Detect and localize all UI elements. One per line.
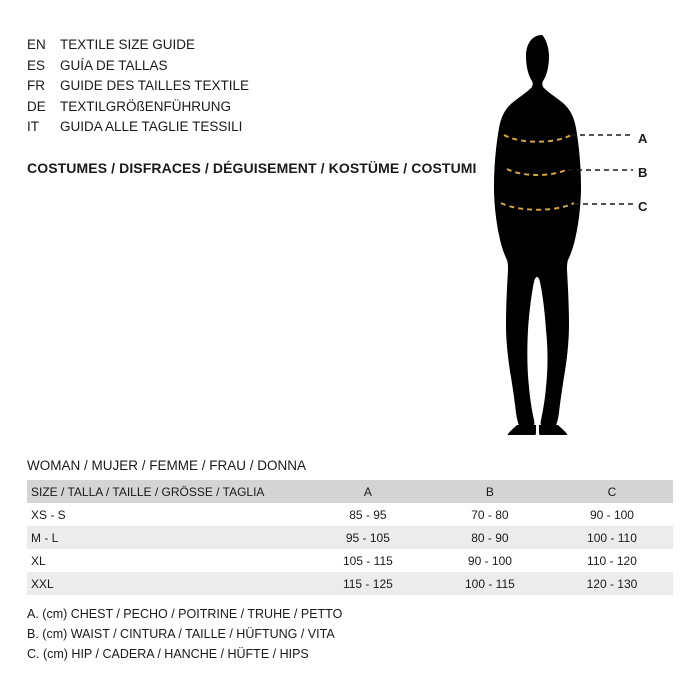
language-label: TEXTILE SIZE GUIDE xyxy=(60,37,196,52)
language-label: TEXTILGRÖßENFÜHRUNG xyxy=(60,98,232,114)
header-size: SIZE / TALLA / TAILLE / GRÖSSE / TAGLIA xyxy=(31,484,265,499)
cell-size: XS - S xyxy=(31,507,66,522)
cell-waist: 100 - 115 xyxy=(465,576,515,591)
language-row xyxy=(27,97,447,118)
language-row xyxy=(27,56,447,77)
language-row xyxy=(27,35,447,56)
language-code: EN xyxy=(27,37,46,52)
table-row xyxy=(27,549,673,572)
size-table-head xyxy=(27,480,673,503)
body-figure xyxy=(470,25,680,435)
cell-chest: 105 - 115 xyxy=(342,553,393,568)
measure-label-a: A xyxy=(638,131,648,146)
size-table-body xyxy=(27,503,673,595)
cell-chest: 85 - 95 xyxy=(349,507,387,522)
table-row xyxy=(27,572,673,595)
cell-waist: 90 - 100 xyxy=(467,553,512,568)
table-row xyxy=(27,526,673,549)
language-label: GUÍA DE TALLAS xyxy=(60,57,168,73)
legend-chest: A. (cm) CHEST / PECHO / POITRINE / TRUHE / PETTO xyxy=(27,607,343,621)
header-c: C xyxy=(607,484,617,499)
costumes-heading: COSTUMES / DISFRACES / DÉGUISEMENT / KOSTÜME / COSTUMI xyxy=(27,160,477,176)
cell-hip: 120 - 130 xyxy=(586,576,638,591)
header-a: A xyxy=(363,484,372,499)
cell-waist: 80 - 90 xyxy=(471,530,509,545)
cell-hip: 100 - 110 xyxy=(587,530,637,545)
female-silhouette-icon xyxy=(470,25,680,435)
cell-hip: 110 - 120 xyxy=(587,553,637,568)
language-code: FR xyxy=(27,78,45,93)
cell-chest: 115 - 125 xyxy=(342,576,393,591)
language-list xyxy=(27,35,447,138)
measurement-legend xyxy=(27,604,627,664)
language-code: ES xyxy=(27,57,46,73)
legend-waist: B. (cm) WAIST / CINTURA / TAILLE / HÜFTUNG / VITA xyxy=(27,627,335,641)
table-header-row xyxy=(27,480,673,503)
table-title: WOMAN / MUJER / FEMME / FRAU / DONNA xyxy=(27,458,306,473)
cell-waist: 70 - 80 xyxy=(471,507,509,522)
language-row xyxy=(27,117,447,138)
size-table-section xyxy=(27,458,673,595)
table-row xyxy=(27,503,673,526)
cell-size: M - L xyxy=(31,530,59,545)
cell-size: XL xyxy=(31,553,46,568)
measure-label-c: C xyxy=(638,199,648,214)
header-b: B xyxy=(485,484,494,499)
cell-size: XXL xyxy=(31,576,54,591)
language-label: GUIDE DES TAILLES TEXTILE xyxy=(60,78,250,93)
language-code: DE xyxy=(27,98,46,114)
language-row xyxy=(27,76,447,97)
language-code: IT xyxy=(27,119,39,134)
language-label: GUIDA ALLE TAGLIE TESSILI xyxy=(60,119,243,134)
size-table xyxy=(27,480,673,595)
measure-label-b: B xyxy=(638,165,648,180)
cell-chest: 95 - 105 xyxy=(345,530,390,545)
cell-hip: 90 - 100 xyxy=(589,507,634,522)
legend-hip: C. (cm) HIP / CADERA / HANCHE / HÜFTE / HIPS xyxy=(27,647,309,661)
